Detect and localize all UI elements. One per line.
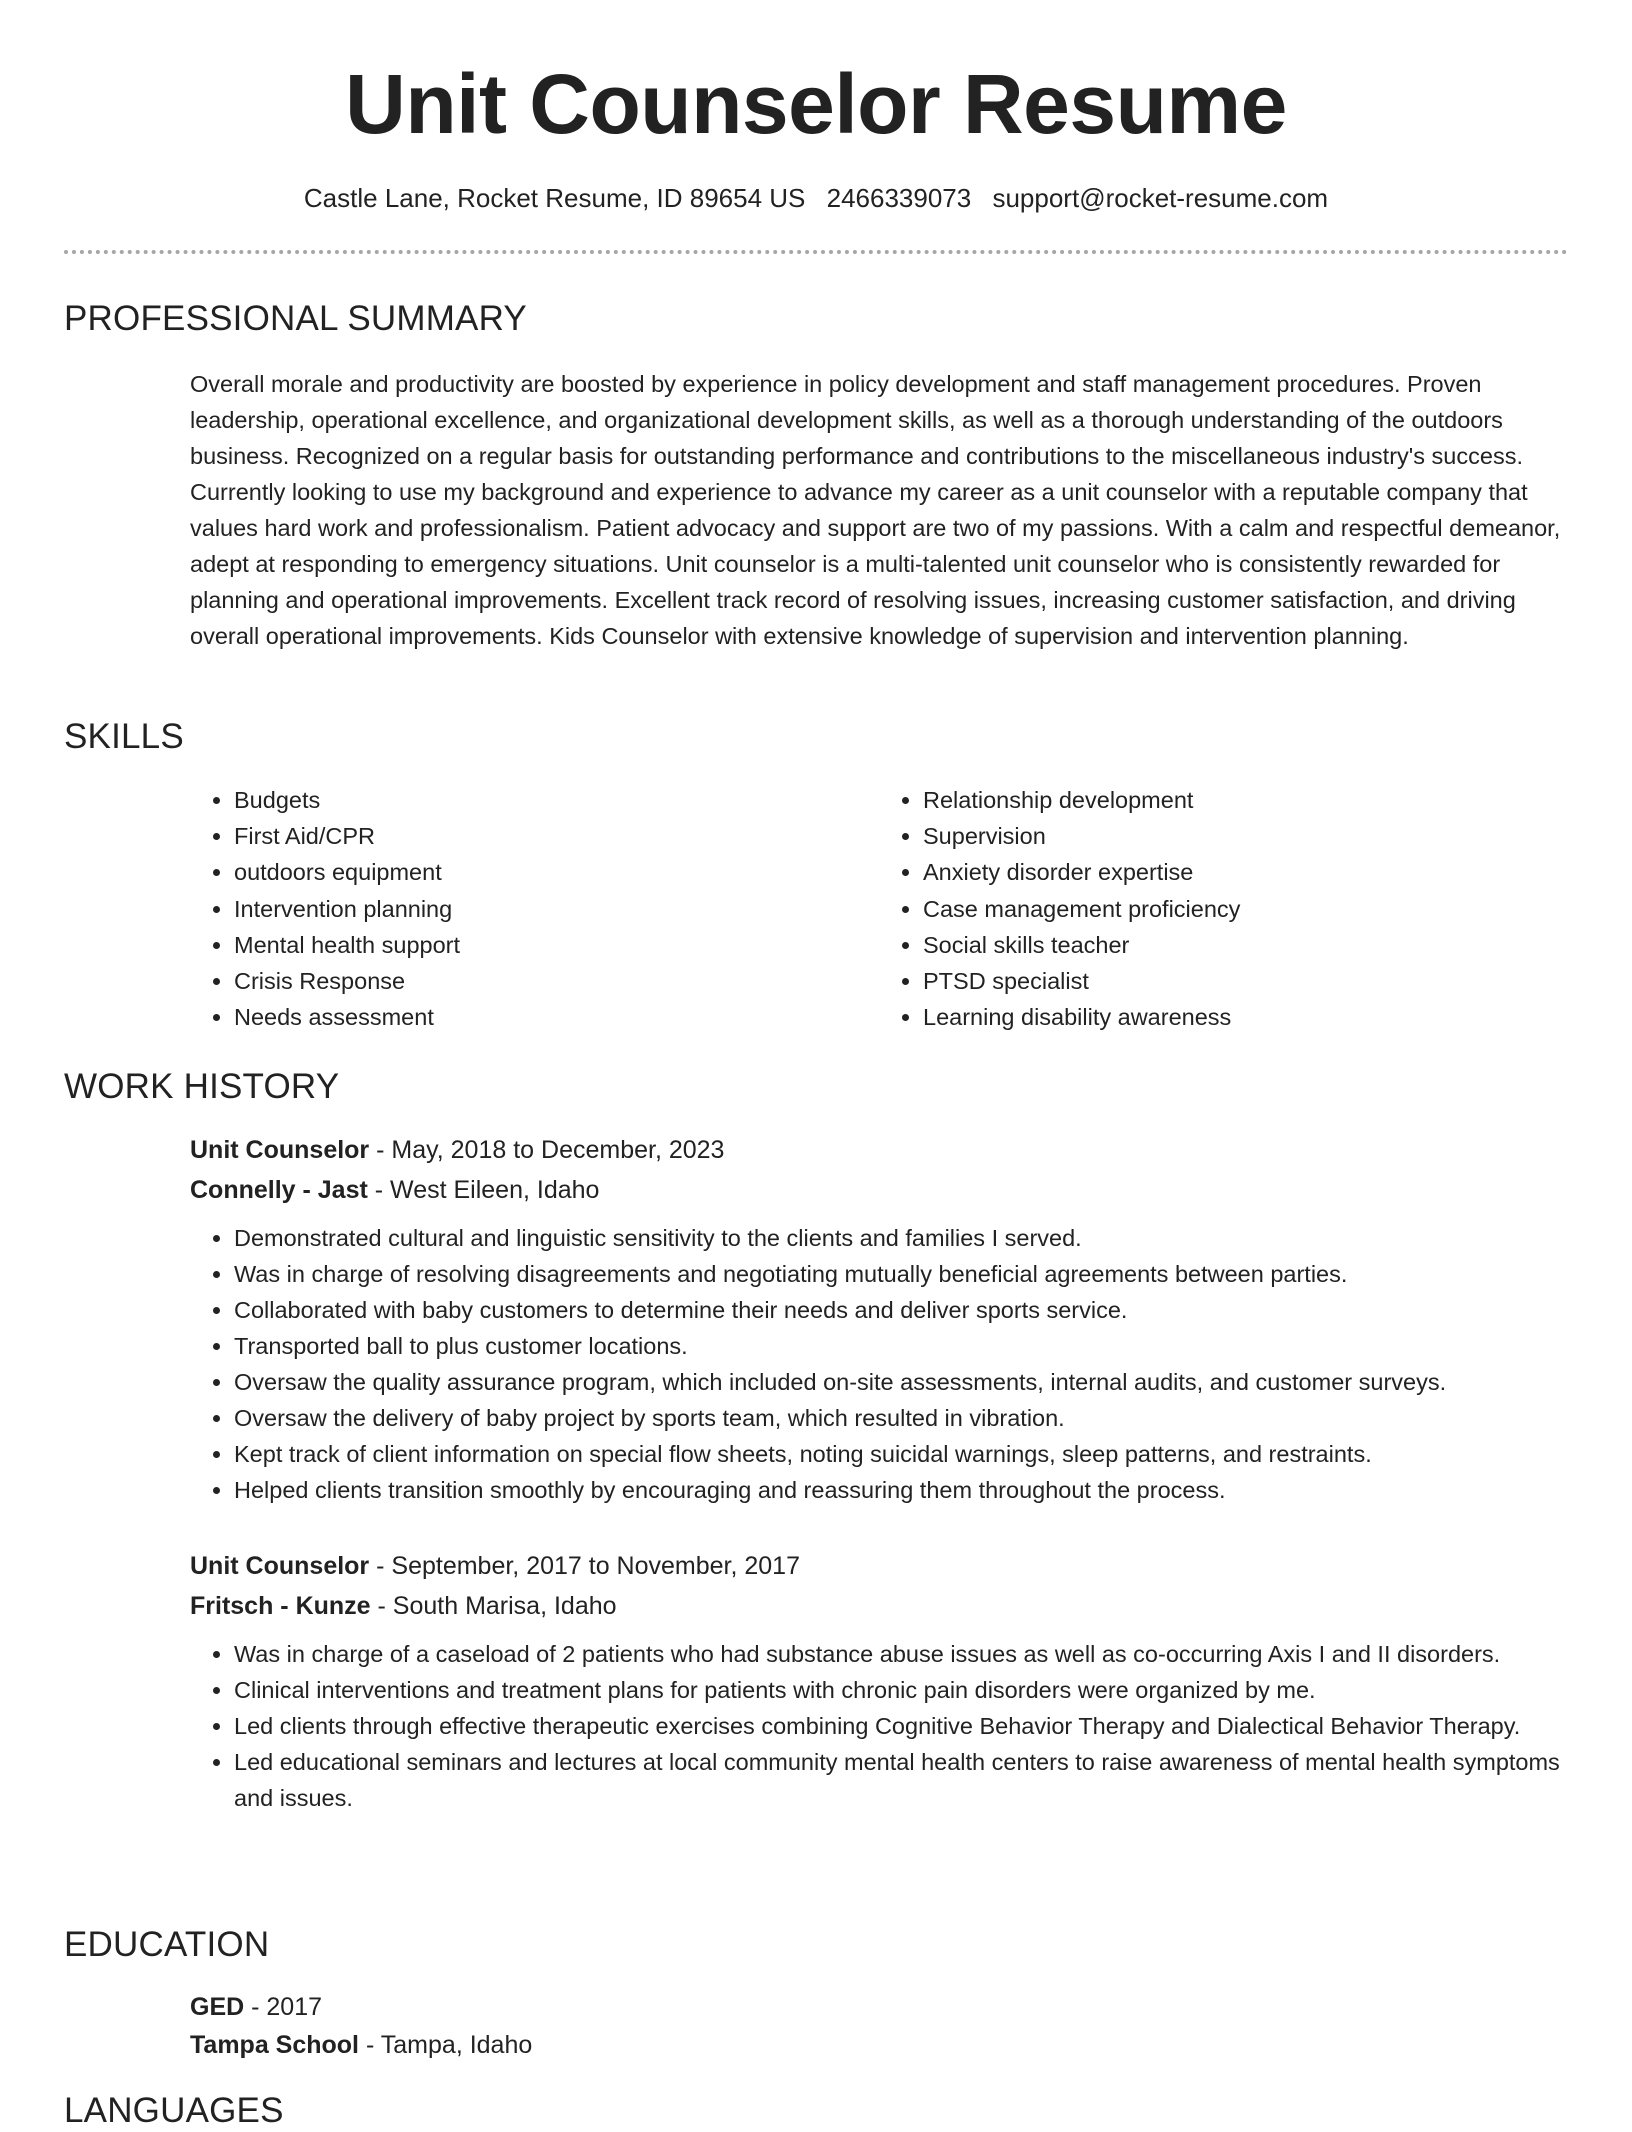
job-location: - South Marisa, Idaho — [370, 1592, 617, 1620]
skill-item: • Case management proficiency — [923, 891, 1568, 927]
summary-heading: PROFESSIONAL SUMMARY — [64, 299, 527, 338]
job-company-line — [190, 1586, 1568, 1626]
education-location: - Tampa, Idaho — [359, 2031, 533, 2059]
skill-item: • Social skills teacher — [923, 927, 1568, 963]
job-entry — [190, 1546, 1568, 1816]
job-location: - West Eileen, Idaho — [367, 1176, 600, 1204]
skill-item: • First Aid/CPR — [234, 818, 879, 854]
job-company-line — [190, 1170, 1568, 1210]
skill-item: • Crisis Response — [234, 963, 879, 999]
job-bullet: • Demonstrated cultural and linguistic sensitivity to the clients and families I served. — [234, 1220, 1568, 1256]
job-role: Unit Counselor — [190, 1552, 370, 1580]
skill-item: • Supervision — [923, 818, 1568, 854]
skill-item: • Mental health support — [234, 927, 879, 963]
job-title-line — [190, 1546, 1568, 1586]
work-heading: WORK HISTORY — [64, 1067, 340, 1106]
job-bullet: • Oversaw the delivery of baby project by sports team, which resulted in vibration. — [234, 1400, 1568, 1436]
contact-line — [64, 182, 1568, 214]
skills-list — [190, 782, 1568, 1035]
education-degree-line — [190, 1988, 1568, 2026]
skill-item: • Learning disability awareness — [923, 999, 1568, 1035]
job-title-line — [190, 1130, 1568, 1170]
skill-item: • outdoors equipment — [234, 854, 879, 890]
job-bullet: • Kept track of client information on special flow sheets, noting suicidal warnings, sleep patterns, and restraints. — [234, 1436, 1568, 1472]
job-bullet: • Collaborated with baby customers to determine their needs and deliver sports service. — [234, 1292, 1568, 1328]
contact-address: Castle Lane, Rocket Resume, ID 89654 US — [303, 183, 806, 213]
job-entry — [190, 1130, 1568, 1508]
skill-item: • Anxiety disorder expertise — [923, 854, 1568, 890]
skill-item: • Budgets — [234, 782, 879, 818]
job-bullet: • Helped clients transition smoothly by encouraging and reassuring them throughout the process. — [234, 1472, 1568, 1508]
job-bullet: • Oversaw the quality assurance program, which included on-site assessments, internal audits, and customer surveys. — [234, 1364, 1568, 1400]
job-company: Connelly - Jast — [190, 1176, 368, 1204]
education-school-line — [190, 2026, 1568, 2064]
skill-item: • Needs assessment — [234, 999, 879, 1035]
header-divider — [64, 250, 1568, 254]
education-school: Tampa School — [190, 2031, 360, 2059]
resume-title: Unit Counselor Resume — [345, 57, 1287, 151]
summary-text: Overall morale and productivity are boosted by experience in policy development and staff management procedures. Proven leadership, operational excellence, and organizational development skills, as well as a thorough understanding of the outdoors business. Recognized on a regular basis for outstanding performance and contributions to the miscellaneous industry's success. Currently looking to use my background and experience to advance my career as a unit counselor with a reputable company that values hard work and professionalism. Patient advocacy and support are two of my passions. With a calm and respectful demeanor, adept at responding to emergency situations. Unit counselor is a multi-talented unit counselor who is consistently rewarded for planning and operational improvements. Excellent track record of resolving issues, increasing customer satisfaction, and driving overall operational improvements. Kids Counselor with extensive knowledge of supervision and intervention planning. — [190, 371, 1561, 649]
education-entry — [190, 1988, 1568, 2064]
job-bullet: • Was in charge of resolving disagreements and negotiating mutually beneficial agreements between parties. — [234, 1256, 1568, 1292]
job-bullet: • Led clients through effective therapeutic exercises combining Cognitive Behavior Therapy and Dialectical Behavior Therapy. — [234, 1708, 1568, 1744]
job-dates: - September, 2017 to November, 2017 — [369, 1552, 800, 1580]
skills-column-left — [190, 782, 879, 1035]
languages-heading: LANGUAGES — [64, 2091, 284, 2130]
job-company: Fritsch - Kunze — [190, 1592, 371, 1620]
job-bullet: • Was in charge of a caseload of 2 patients who had substance abuse issues as well as co-occurring Axis I and II disorders. — [234, 1636, 1568, 1672]
skills-heading: SKILLS — [64, 717, 184, 756]
skill-item: • PTSD specialist — [923, 963, 1568, 999]
job-role: Unit Counselor — [190, 1136, 370, 1164]
contact-email: support@rocket-resume.com — [992, 183, 1329, 213]
job-bullets — [190, 1220, 1568, 1508]
job-bullet: • Led educational seminars and lectures at local community mental health centers to raise awareness of mental health symptoms and issues. — [234, 1744, 1568, 1816]
job-bullet: • Transported ball to plus customer locations. — [234, 1328, 1568, 1364]
education-heading: EDUCATION — [64, 1925, 270, 1964]
job-bullets — [190, 1636, 1568, 1816]
skills-column-right — [879, 782, 1568, 1035]
skill-item: • Intervention planning — [234, 891, 879, 927]
job-bullet: • Clinical interventions and treatment plans for patients with chronic pain disorders were organized by me. — [234, 1672, 1568, 1708]
education-degree: GED — [190, 1993, 245, 2021]
skill-item: • Relationship development — [923, 782, 1568, 818]
job-dates: - May, 2018 to December, 2023 — [369, 1136, 725, 1164]
education-year: - 2017 — [244, 1993, 323, 2021]
contact-phone: 2466339073 — [826, 183, 972, 213]
